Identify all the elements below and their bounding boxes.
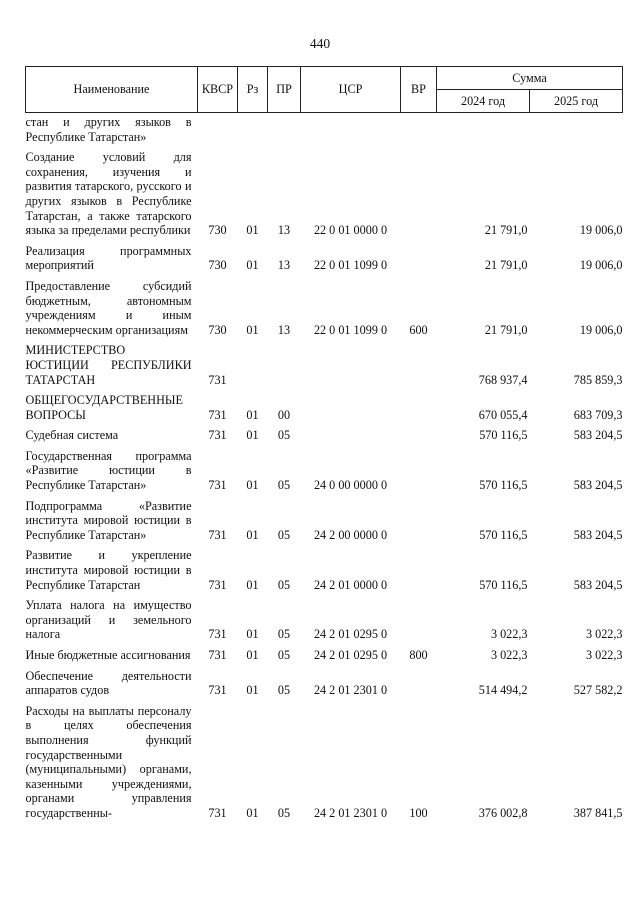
cell-vr [401, 238, 437, 273]
cell-2025: 387 841,5 [573, 805, 623, 820]
cell-rz: 01 [246, 527, 259, 542]
cell-2024: 21 791,0 [484, 322, 528, 337]
cell-pr: 13 [277, 223, 291, 238]
cell-vr [401, 592, 437, 642]
cell-name: Развитие и укрепление института мировой юстиции в Республике Татарстан [25, 548, 192, 592]
cell-name: Уплата налога на имущество организаций и земельного налога [25, 598, 192, 642]
cell-csr: 24 0 00 0000 0 [313, 478, 388, 493]
cell-2025: 19 006,0 [579, 258, 623, 273]
cell-pr: 05 [277, 805, 291, 820]
cell-name: Реализация программных мероприятий [25, 243, 192, 273]
cell-vr [401, 144, 437, 238]
cell-2024: 570 116,5 [479, 428, 528, 443]
budget-table [25, 66, 623, 821]
cell-2024: 21 791,0 [484, 258, 528, 273]
header-year-2025: 2025 год [530, 90, 623, 113]
table-header [26, 67, 623, 113]
cell-csr: 22 0 01 1099 0 [313, 258, 388, 273]
cell-kvsr: 731 [208, 805, 227, 820]
cell-vr [401, 493, 437, 543]
cell-rz: 01 [246, 627, 259, 642]
cell-pr: 00 [277, 407, 291, 422]
header-sum: Сумма [437, 67, 623, 90]
table-row [26, 113, 623, 145]
table-body [26, 113, 623, 821]
cell-name: Обеспечение деятельности аппаратов судов [25, 668, 192, 698]
cell-name: Государственная программа «Развитие юстиции в Республике Татарстан» [25, 448, 192, 493]
header-pr: ПР [268, 67, 301, 113]
header-year-2024: 2024 год [437, 90, 530, 113]
cell-pr: 05 [277, 478, 291, 493]
cell-2024: 768 937,4 [478, 372, 528, 387]
cell-2025: 785 859,3 [573, 372, 623, 387]
table-row [26, 443, 623, 493]
cell-name: МИНИСТЕРСТВО ЮСТИЦИИ РЕСПУБЛИКИ ТАТАРСТАН [25, 343, 192, 387]
cell-csr [301, 113, 401, 145]
cell-vr [401, 387, 437, 422]
cell-kvsr: 731 [208, 407, 227, 422]
cell-name: стан и других языков в Республике Татарстан» [25, 115, 192, 144]
cell-2024: 570 116,5 [479, 577, 528, 592]
cell-vr [401, 663, 437, 698]
cell-2025: 683 709,3 [573, 407, 623, 422]
cell-2025: 19 006,0 [579, 322, 623, 337]
header-name: Наименование [26, 67, 198, 113]
cell-pr: 05 [277, 527, 291, 542]
cell-name: ОБЩЕГОСУДАРСТВЕННЫЕ ВОПРОСЫ [25, 393, 183, 422]
cell-kvsr: 730 [208, 258, 227, 273]
cell-2024: 514 494,2 [478, 683, 528, 698]
cell-name: Судебная система [25, 428, 119, 443]
cell-2025 [530, 113, 623, 145]
cell-csr: 22 0 01 1099 0 [313, 322, 388, 337]
cell-2024: 376 002,8 [478, 805, 528, 820]
cell-vr [401, 337, 437, 387]
header-kvsr: КВСР [198, 67, 238, 113]
table-row [26, 144, 623, 238]
table-row [26, 542, 623, 592]
cell-vr [401, 443, 437, 493]
table-row [26, 663, 623, 698]
cell-name: Подпрограмма «Развитие института мировой юстиции в Республике Татарстан» [25, 498, 192, 542]
cell-csr: 24 2 01 0000 0 [313, 577, 388, 592]
cell-rz: 01 [246, 258, 259, 273]
cell-kvsr: 731 [208, 577, 227, 592]
table-row [26, 642, 623, 663]
cell-rz: 01 [246, 648, 259, 662]
table-row [26, 493, 623, 543]
cell-csr [301, 387, 401, 422]
cell-2024 [437, 113, 530, 145]
cell-2024: 21 791,0 [484, 223, 528, 238]
cell-rz: 01 [246, 683, 259, 698]
cell-rz [238, 113, 268, 145]
cell-rz: 01 [246, 805, 259, 820]
cell-name: Иные бюджетные ассигнования [25, 648, 191, 662]
table-row [26, 422, 623, 443]
cell-2024: 3 022,3 [490, 648, 528, 662]
cell-vr: 100 [409, 805, 428, 820]
cell-rz: 01 [246, 478, 259, 493]
cell-kvsr: 731 [208, 683, 227, 698]
cell-pr: 13 [277, 258, 291, 273]
cell-pr: 05 [277, 683, 291, 698]
cell-2025: 583 204,5 [573, 527, 623, 542]
cell-rz: 01 [246, 322, 259, 337]
cell-pr: 05 [277, 577, 291, 592]
header-rz: Рз [238, 67, 268, 113]
cell-name: Предоставление субсидий бюджетным, автономным учреждениям и иным некоммерческим организациям [25, 278, 192, 337]
cell-pr: 05 [277, 627, 291, 642]
cell-kvsr: 731 [208, 627, 227, 642]
cell-vr: 800 [409, 648, 428, 662]
cell-pr: 13 [277, 322, 291, 337]
cell-csr: 24 2 01 2301 0 [313, 805, 388, 820]
table-row [26, 698, 623, 821]
cell-2025: 3 022,3 [585, 648, 623, 662]
table-row [26, 387, 623, 422]
cell-pr: 05 [277, 428, 291, 443]
cell-name: Создание условий для сохранения, изучения и развития татарского, русского и других языков в Республике Татарстан, а также татарского языка за пределами республики [25, 150, 192, 238]
cell-csr: 24 2 01 2301 0 [313, 683, 388, 698]
cell-vr [401, 542, 437, 592]
cell-2025: 527 582,2 [573, 683, 623, 698]
cell-csr: 22 0 01 0000 0 [313, 223, 388, 238]
cell-csr [301, 422, 401, 443]
cell-kvsr: 731 [208, 527, 227, 542]
header-csr: ЦСР [301, 67, 401, 113]
table-row [26, 337, 623, 387]
cell-pr [268, 337, 301, 387]
cell-rz: 01 [246, 223, 259, 238]
cell-vr [401, 113, 437, 145]
cell-csr: 24 2 00 0000 0 [313, 527, 388, 542]
page-number: 440 [309, 36, 331, 51]
cell-vr [401, 422, 437, 443]
cell-2024: 670 055,4 [478, 407, 528, 422]
cell-csr: 24 2 01 0295 0 [313, 648, 388, 662]
cell-kvsr: 731 [208, 428, 227, 443]
cell-name: Расходы на выплаты персоналу в целях обеспечения выполнения функций государственными (муниципальными) органами, казенными учреждениями, органами управления государственны- [25, 703, 192, 820]
cell-kvsr: 730 [208, 223, 227, 238]
cell-2024: 570 116,5 [479, 527, 528, 542]
cell-vr: 600 [409, 322, 428, 337]
header-vr: ВР [401, 67, 437, 113]
cell-2025: 19 006,0 [579, 223, 623, 238]
cell-csr [301, 337, 401, 387]
cell-2025: 583 204,5 [573, 428, 623, 443]
cell-rz: 01 [246, 407, 259, 422]
cell-rz [238, 337, 268, 387]
cell-2025: 3 022,3 [585, 627, 623, 642]
cell-2024: 3 022,3 [490, 627, 528, 642]
table-row [26, 273, 623, 337]
cell-csr: 24 2 01 0295 0 [313, 627, 388, 642]
cell-2025: 583 204,5 [573, 478, 623, 493]
cell-pr: 05 [277, 648, 291, 662]
cell-rz: 01 [246, 428, 259, 443]
cell-kvsr [198, 113, 238, 145]
cell-rz: 01 [246, 577, 259, 592]
cell-kvsr: 730 [208, 322, 227, 337]
cell-kvsr: 731 [208, 372, 227, 387]
cell-kvsr: 731 [208, 648, 227, 662]
cell-pr [268, 113, 301, 145]
table-row [26, 238, 623, 273]
cell-kvsr: 731 [208, 478, 227, 493]
cell-2025: 583 204,5 [573, 577, 623, 592]
table-row [26, 592, 623, 642]
cell-2024: 570 116,5 [479, 478, 528, 493]
